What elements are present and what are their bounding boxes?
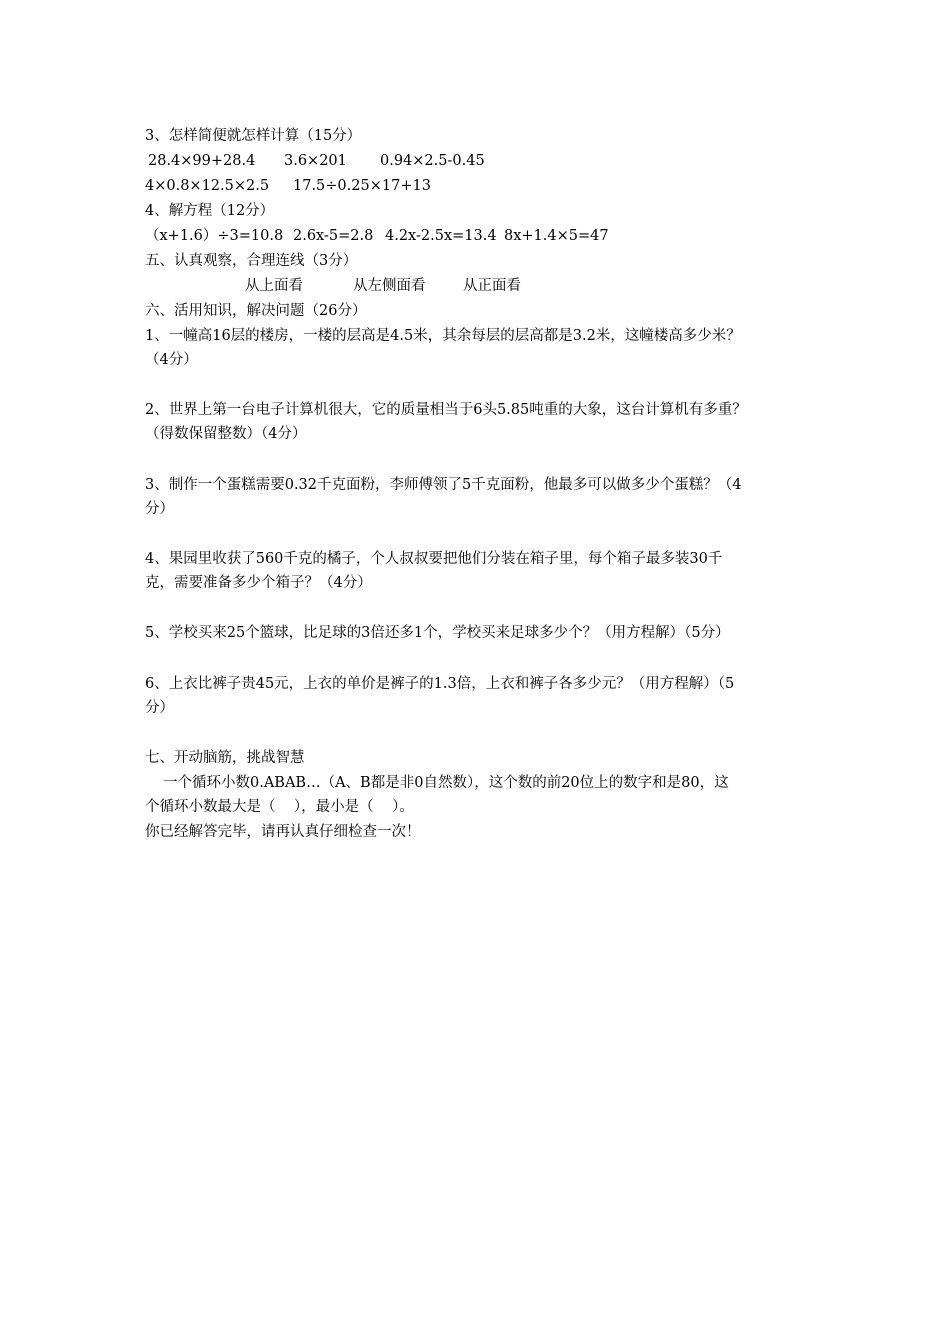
calc-expression: 0.94×2.5-0.45 xyxy=(380,153,485,169)
section6-heading: 六、活用知识，解决问题（26分） xyxy=(145,303,367,319)
question-6-points: 分） xyxy=(145,700,174,716)
section3-heading: 3、怎样简便就怎样计算（15分） xyxy=(145,128,362,144)
section4-heading: 4、解方程（12分） xyxy=(145,203,275,219)
calc-expression: 4×0.8×12.5×2.5 xyxy=(145,178,270,194)
question-3-text: 3、制作一个蛋糕需要0.32千克面粉，李师傅领了5千克面粉，他最多可以做多少个蛋糕？（4 xyxy=(145,477,742,493)
equations-row xyxy=(145,224,609,248)
equation: （x+1.6）÷3=10.8 xyxy=(145,228,284,244)
calc-row-2 xyxy=(145,174,431,198)
question-3-points: 分） xyxy=(145,501,174,517)
view-label: 从左侧面看 xyxy=(353,278,426,294)
calc-expression: 3.6×201 xyxy=(284,153,347,169)
views-row xyxy=(245,274,521,298)
question-1-text: 1、一幢高16层的楼房，一楼的层高是4.5米，其余每层的层高都是3.2米，这幢楼高多少米？ xyxy=(145,328,741,344)
question-6-text: 6、上衣比裤子贵45元，上衣的单价是裤子的1.3倍，上衣和裤子各多少元？（用方程解）（5 xyxy=(145,676,735,692)
challenge-text-line-2: 个循环小数最大是（ ），最小是（ ）。 xyxy=(145,799,414,815)
view-label: 从上面看 xyxy=(245,278,303,294)
calc-expression: 28.4×99+28.4 xyxy=(148,153,256,169)
question-2-points: （得数保留整数）（4分） xyxy=(145,426,307,442)
closing-note: 你已经解答完毕，请再认真仔细检查一次！ xyxy=(145,824,421,840)
equation: 8x+1.4×5=47 xyxy=(504,228,609,244)
question-4-text: 4、果园里收获了560千克的橘子，个人叔叔要把他们分装在箱子里，每个箱子最多装30千 xyxy=(145,551,723,567)
section7-heading: 七、开动脑筋，挑战智慧 xyxy=(145,750,305,766)
equation: 4.2x-2.5x=13.4 xyxy=(385,228,497,244)
question-2-text: 2、世界上第一台电子计算机很大，它的质量相当于6头5.85吨重的大象，这台计算机有多重？ xyxy=(145,402,747,418)
view-label: 从正面看 xyxy=(463,278,521,294)
section5-heading: 五、认真观察，合理连线（3分） xyxy=(145,253,358,269)
calc-expression: 17.5÷0.25×17+13 xyxy=(293,178,431,194)
question-1-points: （4分） xyxy=(145,352,198,368)
question-5-text: 5、学校买来25个篮球，比足球的3倍还多1个，学校买来足球多少个？（用方程解）（5分） xyxy=(145,625,730,641)
calc-row-1 xyxy=(148,149,485,173)
question-4-points: 克，需要准备多少个箱子？（4分） xyxy=(145,575,372,591)
equation: 2.6x-5=2.8 xyxy=(293,228,374,244)
challenge-text-line-1: 一个循环小数0.ABAB…（A、B都是非0自然数），这个数的前20位上的数字和是80，这 xyxy=(163,775,729,791)
